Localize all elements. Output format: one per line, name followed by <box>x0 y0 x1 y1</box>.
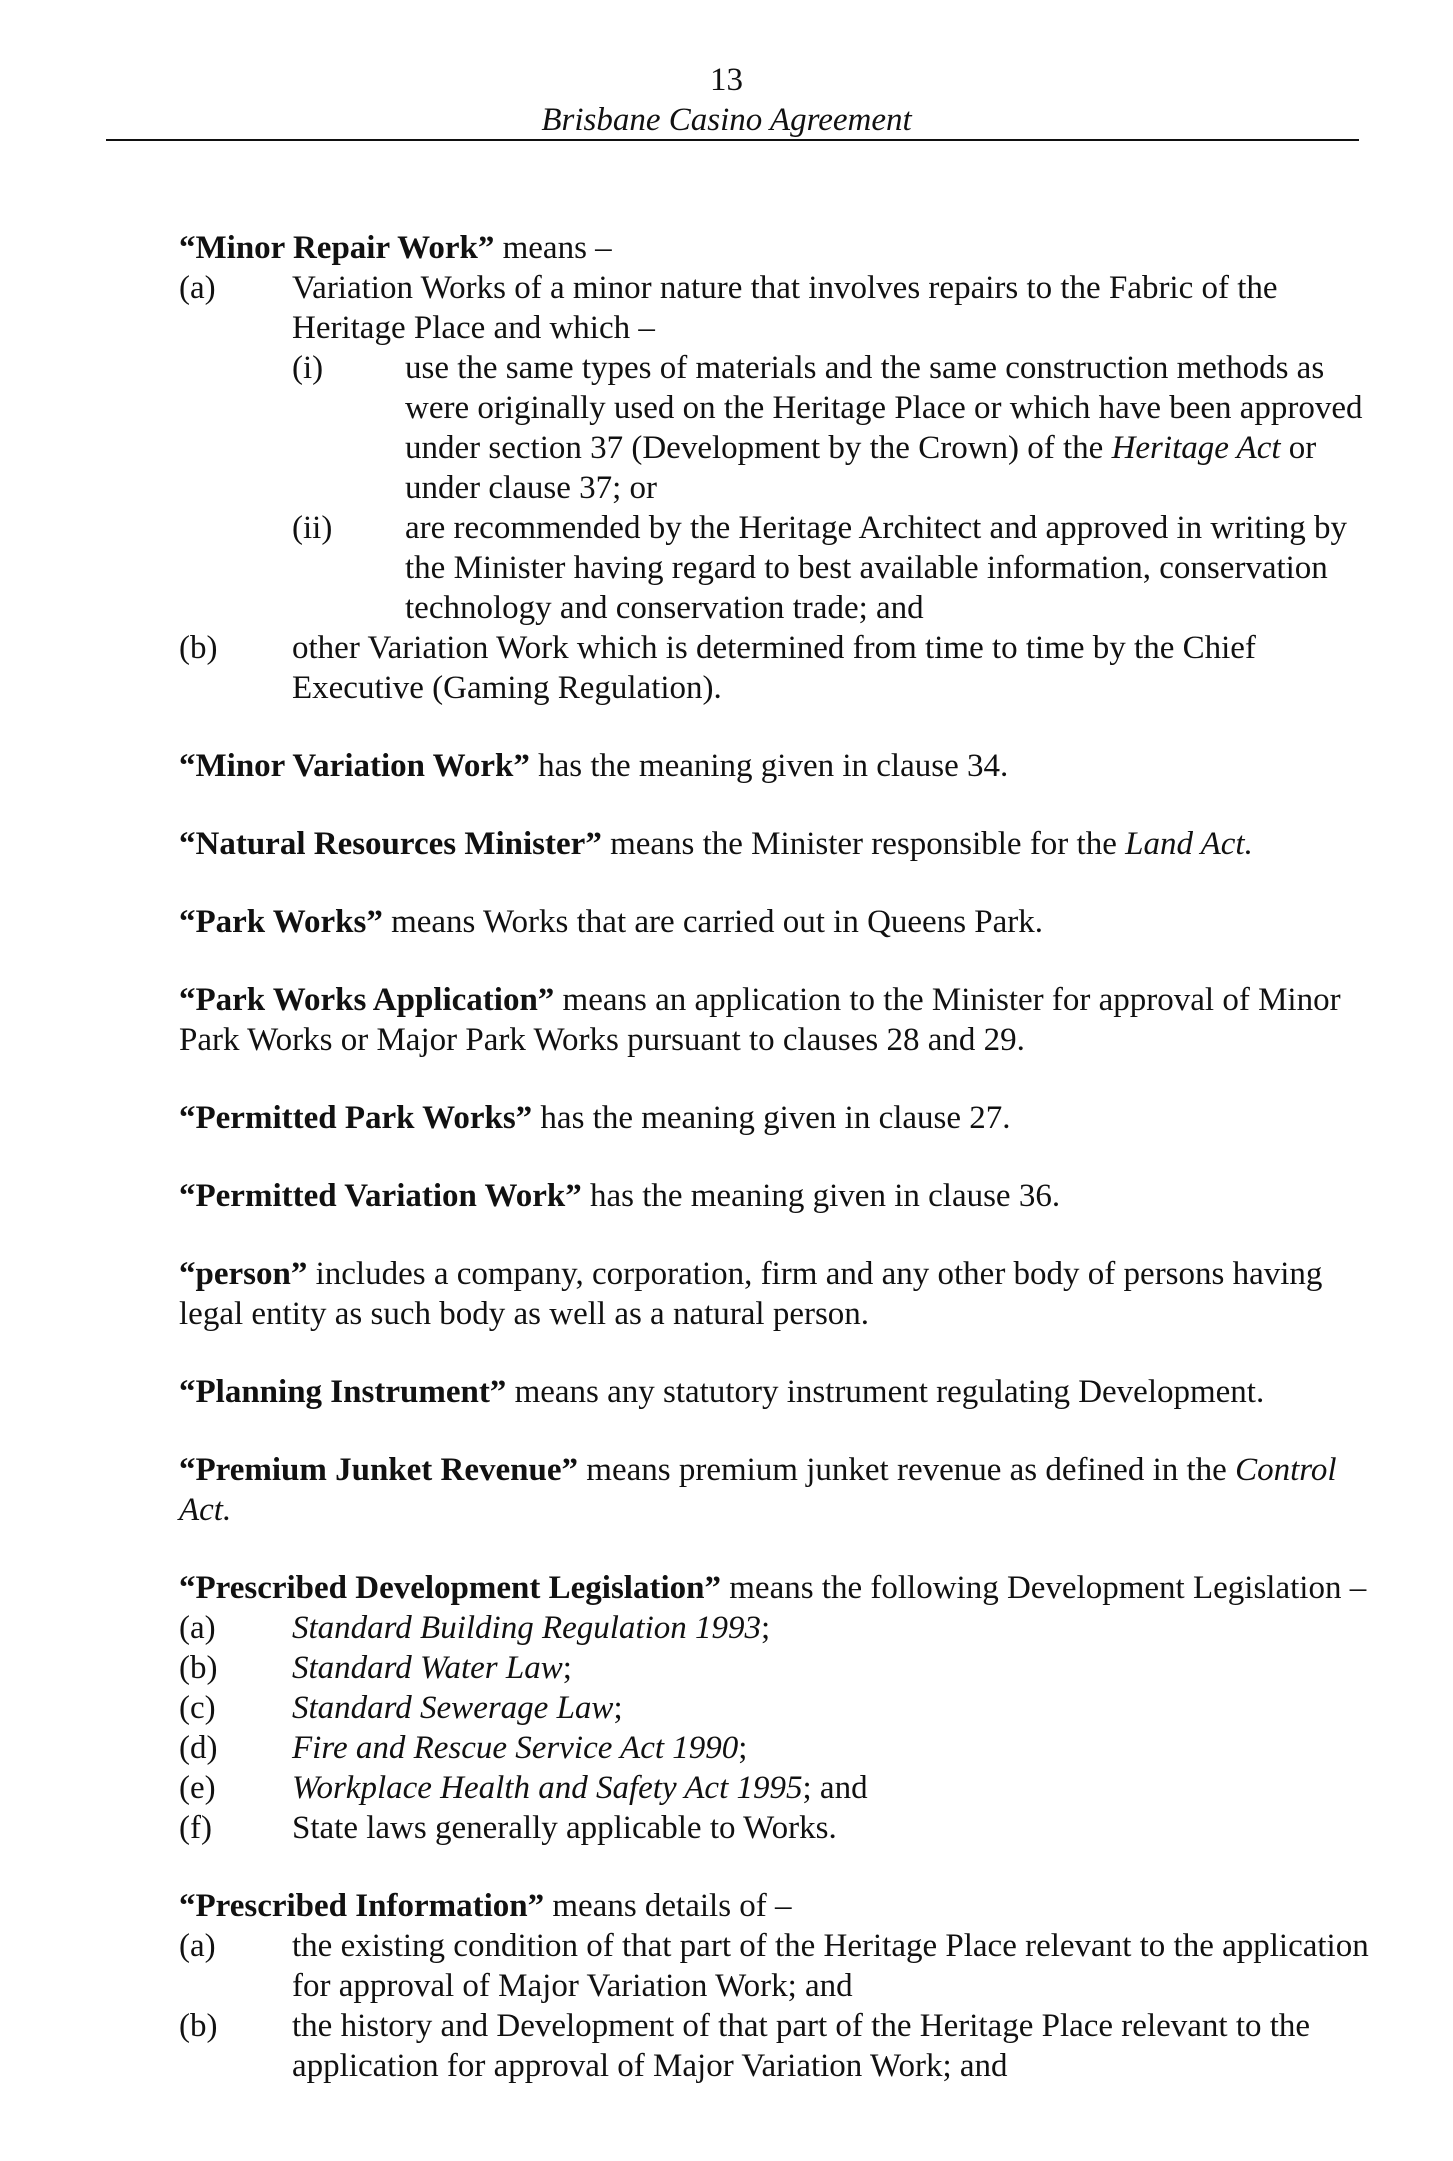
list-text: or under clause 37; or <box>405 430 1317 506</box>
term: “person” <box>179 1256 308 1292</box>
list-item <box>179 1688 1369 1728</box>
list-item <box>179 1926 1369 2006</box>
list-text: ; <box>761 1610 771 1646</box>
list-text: State laws generally applicable to Works. <box>292 1810 837 1846</box>
definition-natural-resources-minister <box>179 824 1369 864</box>
document-body <box>179 228 1369 2124</box>
act-name: Fire and Rescue Service Act 1990 <box>292 1730 739 1766</box>
term: “Planning Instrument” <box>179 1374 507 1410</box>
list-label: (e) <box>179 1770 216 1806</box>
definition-text: means the following Development Legislation – <box>721 1570 1367 1606</box>
list-label: (b) <box>179 630 218 666</box>
list-label: (i) <box>292 350 324 386</box>
definition-text: means an application to the Minister for approval of Minor Park Works or Major Park Works pursuant to clauses 28 and 29. <box>179 982 1341 1058</box>
list-item <box>179 268 1369 348</box>
list-text: use the same types of materials and the same construction methods as were originally used on the Heritage Place or which have been approved under section 37 (Development by the Crown) of the <box>405 350 1363 466</box>
list-text: the history and Development of that part of the Heritage Place relevant to the application for approval of Major Variation Work; and <box>292 2008 1311 2084</box>
page-number: 13 <box>710 62 743 98</box>
act-name: Control Act. <box>179 1452 1337 1528</box>
definition-prescribed-development-legislation <box>179 1568 1369 1848</box>
act-name: Land Act. <box>1125 826 1253 862</box>
act-name: Standard Building Regulation 1993 <box>292 1610 762 1646</box>
list-label: (ii) <box>292 510 333 546</box>
list-text: ; and <box>802 1770 868 1806</box>
term: “Natural Resources Minister” <box>179 826 602 862</box>
term: “Prescribed Development Legislation” <box>179 1570 721 1606</box>
list-label: (f) <box>179 1810 212 1846</box>
sub-list-item <box>179 348 1369 508</box>
list-label: (c) <box>179 1690 216 1726</box>
term: “Minor Repair Work” <box>179 230 495 266</box>
list-label: (b) <box>179 2008 218 2044</box>
list-item <box>179 628 1369 708</box>
definition-prescribed-information <box>179 1886 1369 2086</box>
term: “Premium Junket Revenue” <box>179 1452 579 1488</box>
definition-person <box>179 1254 1369 1334</box>
term: “Minor Variation Work” <box>179 748 530 784</box>
definition-park-works-application <box>179 980 1369 1060</box>
list-item <box>179 2006 1369 2086</box>
definition-permitted-park-works <box>179 1098 1369 1138</box>
definition-minor-variation-work <box>179 746 1369 786</box>
list-text: ; <box>562 1650 572 1686</box>
list-label: (d) <box>179 1730 218 1766</box>
definition-text: means premium junket revenue as defined in the <box>578 1452 1236 1488</box>
list-text: the existing condition of that part of the Heritage Place relevant to the application for approval of Major Variation Work; and <box>292 1928 1369 2004</box>
definition-minor-repair-work <box>179 228 1369 708</box>
act-name: Heritage Act <box>1111 430 1281 466</box>
sub-list-item <box>179 508 1369 628</box>
act-name: Standard Sewerage Law <box>292 1690 614 1726</box>
definition-text: has the meaning given in clause 34. <box>529 748 1009 784</box>
term: “Prescribed Information” <box>179 1888 545 1924</box>
definition-text: means – <box>494 230 612 266</box>
definition-text: includes a company, corporation, firm and any other body of persons having legal entity as such body as well as a natural person. <box>179 1256 1323 1332</box>
list-item <box>179 1808 1369 1848</box>
definition-text: means Works that are carried out in Queens Park. <box>382 904 1044 940</box>
definition-text: has the meaning given in clause 36. <box>581 1178 1061 1214</box>
list-text: ; <box>738 1730 748 1766</box>
term: “Permitted Variation Work” <box>179 1178 582 1214</box>
list-text: are recommended by the Heritage Architect and approved in writing by the Minister having regard to best available information, conservation technology and conservation trade; and <box>405 510 1347 626</box>
definition-premium-junket-revenue <box>179 1450 1369 1530</box>
definition-text: means any statutory instrument regulating Development. <box>506 1374 1265 1410</box>
list-text: other Variation Work which is determined from time to time by the Chief Executive (Gaming Regulation). <box>292 630 1256 706</box>
list-label: (a) <box>179 1928 216 1964</box>
definition-park-works <box>179 902 1369 942</box>
list-label: (a) <box>179 270 216 306</box>
act-name: Standard Water Law <box>292 1650 563 1686</box>
list-label: (b) <box>179 1650 218 1686</box>
definition-text: means the Minister responsible for the <box>601 826 1126 862</box>
act-name: Workplace Health and Safety Act 1995 <box>292 1770 803 1806</box>
term: “Park Works” <box>179 904 383 940</box>
list-text: Variation Works of a minor nature that involves repairs to the Fabric of the Heritage Place and which – <box>292 270 1278 346</box>
definition-text: has the meaning given in clause 27. <box>532 1100 1011 1136</box>
definition-planning-instrument <box>179 1372 1369 1412</box>
term: “Permitted Park Works” <box>179 1100 533 1136</box>
definition-permitted-variation-work <box>179 1176 1369 1216</box>
list-item <box>179 1728 1369 1768</box>
list-item <box>179 1768 1369 1808</box>
definition-text: means details of – <box>544 1888 792 1924</box>
list-item <box>179 1608 1369 1648</box>
list-label: (a) <box>179 1610 216 1646</box>
list-item <box>179 1648 1369 1688</box>
list-text: ; <box>613 1690 623 1726</box>
running-header: Brisbane Casino Agreement <box>541 102 912 138</box>
term: “Park Works Application” <box>179 982 555 1018</box>
header-rule <box>106 139 1359 141</box>
